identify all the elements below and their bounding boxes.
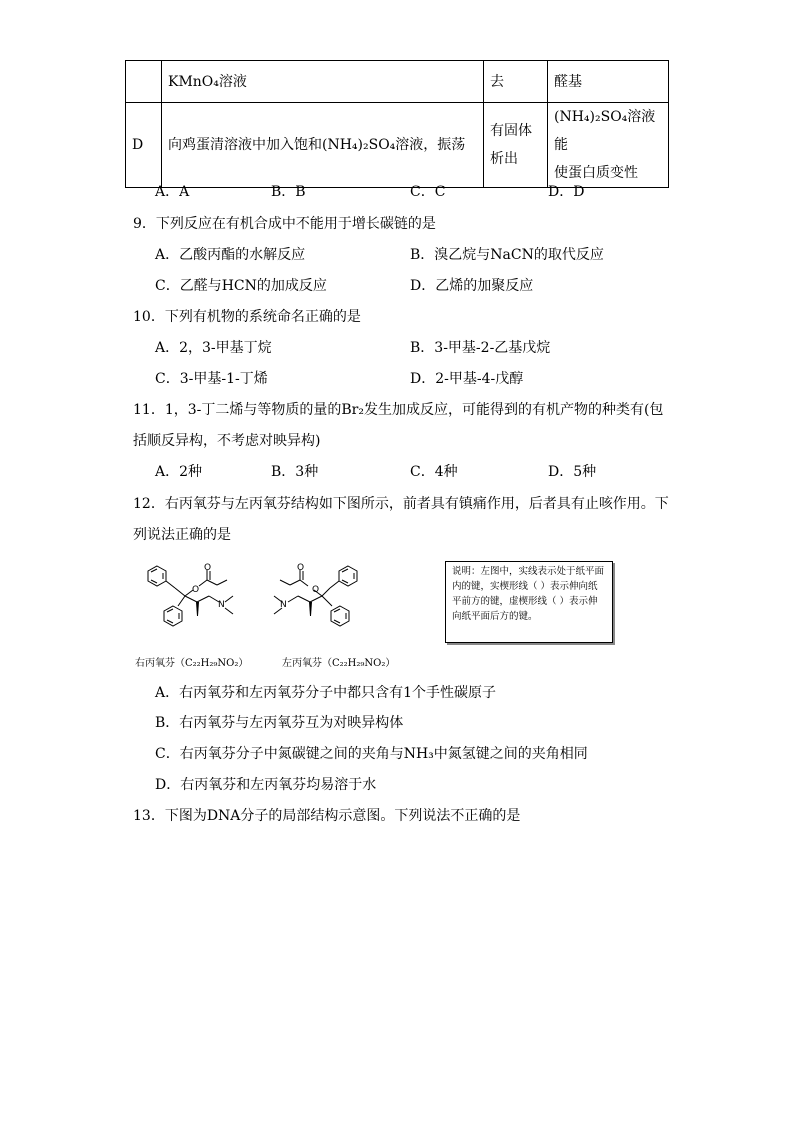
q8-option-d: D．D xyxy=(548,184,585,200)
q12-option-d: D．右丙氧芬和左丙氧芬均易溶于水 xyxy=(155,777,377,793)
dextropropoxyphene-structure xyxy=(133,562,263,652)
reagent-cell: KMnO₄溶液 xyxy=(162,61,484,103)
q9-option-b: B．溴乙烷与NaCN的取代反应 xyxy=(410,247,604,263)
oxygen-label: O xyxy=(312,585,320,595)
q11-stem-line2: 括顺反异构，不考虑对映异构) xyxy=(133,433,321,449)
phenomenon-cell: 去 xyxy=(484,61,548,103)
conclusion-cell: 醛基 xyxy=(548,61,669,103)
table-row xyxy=(126,61,669,103)
q11-option-d: D．5种 xyxy=(548,464,597,480)
q8-option-c: C．C xyxy=(410,184,446,200)
q12-stem-line1: 12．右丙氧芬与左丙氧芬结构如下图所示，前者具有镇痛作用，后者具有止咳作用。下 xyxy=(133,496,669,512)
q9-option-c: C．乙醛与HCN的加成反应 xyxy=(155,278,327,294)
right-molecule-caption: 左丙氧芬（C₂₂H₂₉NO₂） xyxy=(282,658,396,669)
row-label: D xyxy=(126,103,162,188)
q13-stem: 13．下图为DNA分子的局部结构示意图。下列说法不正确的是 xyxy=(133,808,521,824)
row-label xyxy=(126,61,162,103)
q11-option-c: C．4种 xyxy=(410,464,458,480)
experiment-table xyxy=(125,60,669,188)
nitrogen-label: N xyxy=(218,600,225,610)
q10-stem: 10．下列有机物的系统命名正确的是 xyxy=(133,309,361,325)
q8-option-b: B．B xyxy=(271,184,306,200)
conclusion-cell xyxy=(548,103,669,188)
carbonyl-oxygen-label: O xyxy=(204,563,212,573)
phenomenon-line: 析出 xyxy=(490,151,518,167)
oxygen-label: O xyxy=(192,585,200,595)
q12-option-b: B．右丙氧芬与左丙氧芬互为对映异构体 xyxy=(155,715,404,731)
q9-option-a: A．乙酸丙酯的水解反应 xyxy=(155,247,306,263)
q10-option-d: D．2-甲基-4-戊醇 xyxy=(410,371,524,387)
q11-option-b: B．3种 xyxy=(271,464,319,480)
conclusion-line: 使蛋白质变性 xyxy=(554,165,638,181)
carbonyl-oxygen-label: O xyxy=(297,563,305,573)
q12-option-a: A．右丙氧芬和左丙氧芬分子中都只含有1个手性碳原子 xyxy=(155,685,497,701)
q12-stem-line2: 列说法正确的是 xyxy=(133,527,231,543)
molecule-right-svg xyxy=(270,562,370,652)
q9-stem: 9．下列反应在有机合成中不能用于增长碳链的是 xyxy=(133,216,436,232)
q11-stem-line1: 11．1，3-丁二烯与等物质的量的Br₂发生加成反应，可能得到的有机产物的种类有(包 xyxy=(133,402,664,418)
q8-option-a: A．A xyxy=(155,184,190,200)
molecule-left-svg xyxy=(133,562,263,652)
reagent-cell: 向鸡蛋清溶液中加入饱和(NH₄)₂SO₄溶液，振荡 xyxy=(162,103,484,188)
q9-option-d: D．乙烯的加聚反应 xyxy=(410,278,534,294)
q10-option-b: B．3-甲基-2-乙基戊烷 xyxy=(410,340,551,356)
conclusion-line: (NH₄)₂SO₄溶液能 xyxy=(554,109,656,153)
phenomenon-cell xyxy=(484,103,548,188)
stereo-notation-note: 说明：左图中，实线表示处于纸平面内的键，实楔形线（ ）表示伸向纸平前方的键，虚楔形线（ ）表示伸向纸平面后方的键。 xyxy=(445,561,613,643)
phenomenon-line: 有固体 xyxy=(490,123,532,139)
q12-option-c: C．右丙氧芬分子中氮碳键之间的夹角与NH₃中氮氢键之间的夹角相同 xyxy=(155,746,588,762)
q10-option-c: C．3-甲基-1-丁烯 xyxy=(155,371,268,387)
q11-option-a: A．2种 xyxy=(155,464,203,480)
levopropoxyphene-structure xyxy=(270,562,370,652)
nitrogen-label: N xyxy=(280,600,287,610)
q10-option-a: A．2，3-甲基丁烷 xyxy=(155,340,272,356)
left-molecule-caption: 右丙氧芬（C₂₂H₂₉NO₂） xyxy=(135,658,249,669)
table-row xyxy=(126,103,669,188)
